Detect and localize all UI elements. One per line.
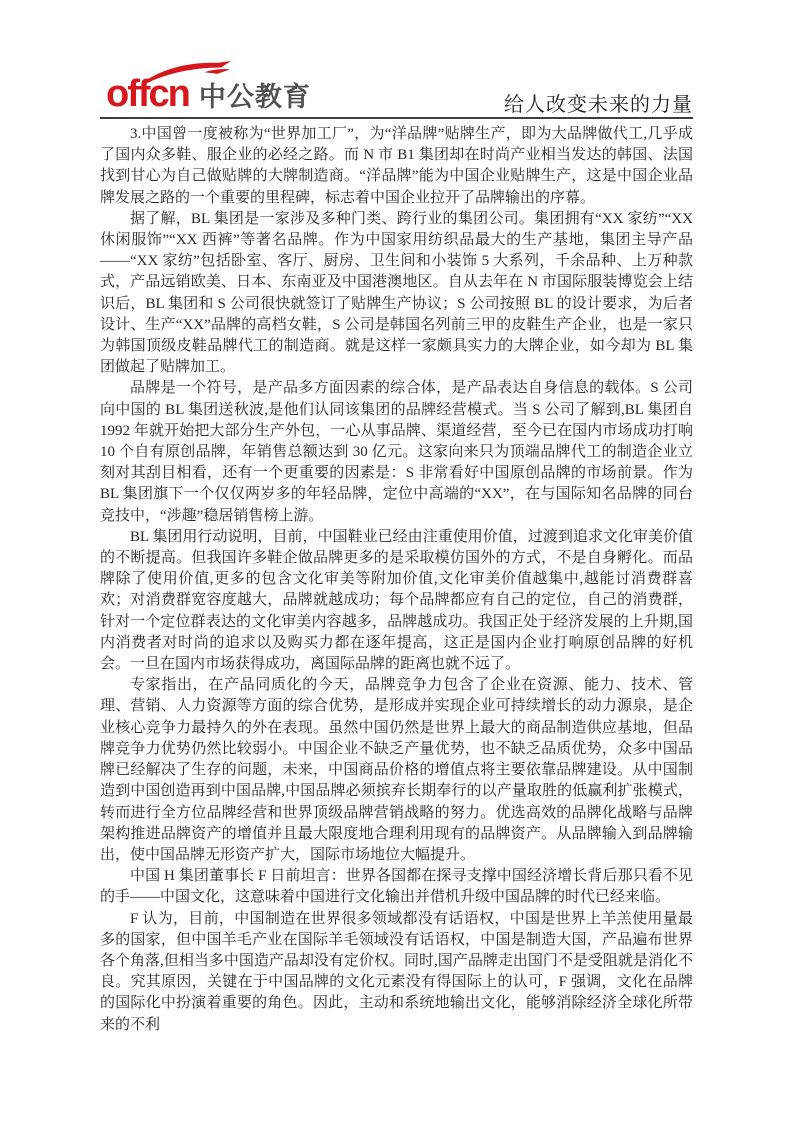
page-header	[100, 56, 693, 114]
paragraph: BL 集团用行动说明，目前，中国鞋业已经由注重使用价值，过渡到追求文化审美价值的不断提高。但我国许多鞋企做品牌更多的是采取模仿国外的方式，不是自身孵化。而品牌除了使用价值,更多的包含文化审美等附加价值,文化审美价值越集中,越能讨消费群喜欢；对消费群宽容度越大，品牌就越成功；每个品牌都应有自己的定位，自己的消费群，针对一个定位群表达的文化审美内容越多，品牌越成功。我国正处于经济发展的上升期,国内消费者对时尚的追求以及购买力都在逐年提高，这正是国内企业打响原创品牌的好机会。一旦在国内市场获得成功，离国际品牌的距离也就不远了。	[100, 528, 693, 673]
header-tagline: 给人改变未来的力量	[504, 94, 693, 116]
paragraph: 中国 H 集团董事长 F 日前坦言：世界各国都在探寻支撑中国经济增长背后那只看不见的手——中国文化，这意味着中国进行文化输出并借机升级中国品牌的时代已经来临。	[100, 868, 693, 906]
paragraph: 据了解，BL 集团是一家涉及多种门类、跨行业的集团公司。集团拥有“XX 家纺”“XX 休闲服饰”“XX 西裤”等著名品牌。作为中国家用纺织品最大的生产基地，集团主导产品——“XX 家纺”包括卧室、客厅、厨房、卫生间和小装饰 5 大系列，千余品种、上万种款式，产品远销欧美、日本、东南亚及中国港澳地区。自从去年在 N 市国际服装博览会上结识后，BL 集团和 S 公司很快就签订了贴牌生产协议；S 公司按照 BL 的设计要求，为后者设计、生产“XX”品牌的高档女鞋，S 公司是韩国名列前三甲的皮鞋生产企业，也是一家只为韩国顶级皮鞋品牌代工的制造商。就是这样一家颇具实力的大牌企业，如今却为 BL 集团做起了贴牌加工。	[100, 210, 693, 376]
paragraph: F 认为，目前，中国制造在世界很多领域都没有话语权，中国是世界上羊羔使用量最多的国家，但中国羊毛产业在国际羊毛领域没有话语权，中国是制造大国，产品遍布世界各个角落,但相当多中国造产品却没有定价权。同时,国产品牌走出国门不是受阻就是消化不良。究其原因，关键在于中国品牌的文化元素没有得国际上的认可，F 强调，文化在品牌的国际化中扮演着重要的角色。因此，主动和系统地输出文化，能够消除经济全球化所带来的不利	[100, 910, 693, 1033]
paragraph: 3.中国曾一度被称为“世界加工厂”，为“洋品牌”贴牌生产，即为大品牌做代工,几乎成了国内众多鞋、服企业的必经之路。而 N 市 B1 集团却在时尚产业相当发达的韩国、法国找到甘心为自己做贴牌的大牌制造商。“洋品牌”能为中国企业贴牌生产，这是中国企业品牌发展之路的一个重要的里程碑，标志着中国企业拉开了品牌输出的序幕。	[100, 126, 693, 206]
offcn-logo	[106, 73, 311, 115]
logo-swoosh-icon	[140, 61, 232, 85]
logo-latin-wrap	[106, 73, 189, 115]
logo-cn-text: 中公教育	[198, 82, 311, 112]
logo-latin-text: offcn	[106, 73, 189, 115]
header-rule	[100, 117, 693, 119]
document-body	[100, 124, 693, 1036]
paragraph: 品牌是一个符号，是产品多方面因素的综合体，是产品表达自身信息的载体。S 公司向中国的 BL 集团送秋波,是他们认同该集团的品牌经营模式。当 S 公司了解到,BL 集团自 1992 年就开始把大部分生产外包，一心从事品牌、渠道经营，至今已在国内市场成功打响 10 个自有原创品牌，年销售总额达到 30 亿元。这家向来只为顶端品牌代工的制造企业立刻对其刮目相看，还有一个更重要的因素是：S 非常看好中国原创品牌的市场前景。作为 BL 集团旗下一个仅仅两岁多的年轻品牌，定位中高端的“XX”，在与国际知名品牌的同台竞技中，“涉趣”稳居销售榜上游。	[100, 380, 693, 524]
paragraph: 专家指出，在产品同质化的今天，品牌竞争力包含了企业在资源、能力、技术、管理、营销、人力资源等方面的综合优势，是形成并实现企业可持续增长的动力源泉，是企业核心竞争力最持久的外在表现。虽然中国仍然是世界上最大的商品制造供应基地，但品牌竞争力优势仍然比较弱小。中国企业不缺乏产量优势，也不缺乏品质优势，众多中国品牌已经解决了生存的问题，未来，中国商品价格的增值点将主要依靠品牌建设。从中国制造到中国创造再到中国品牌,中国品牌必须摈弃长期奉行的以产量取胜的低赢利扩张模式，转而进行全方位品牌经营和世界顶级品牌营销战略的努力。优选高效的品牌化战略与品牌架构推进品牌资产的增值并且最大限度地合理利用现有的品牌资产。从品牌输入到品牌输出，使中国品牌无形资产扩大，国际市场地位大幅提升。	[100, 677, 693, 863]
